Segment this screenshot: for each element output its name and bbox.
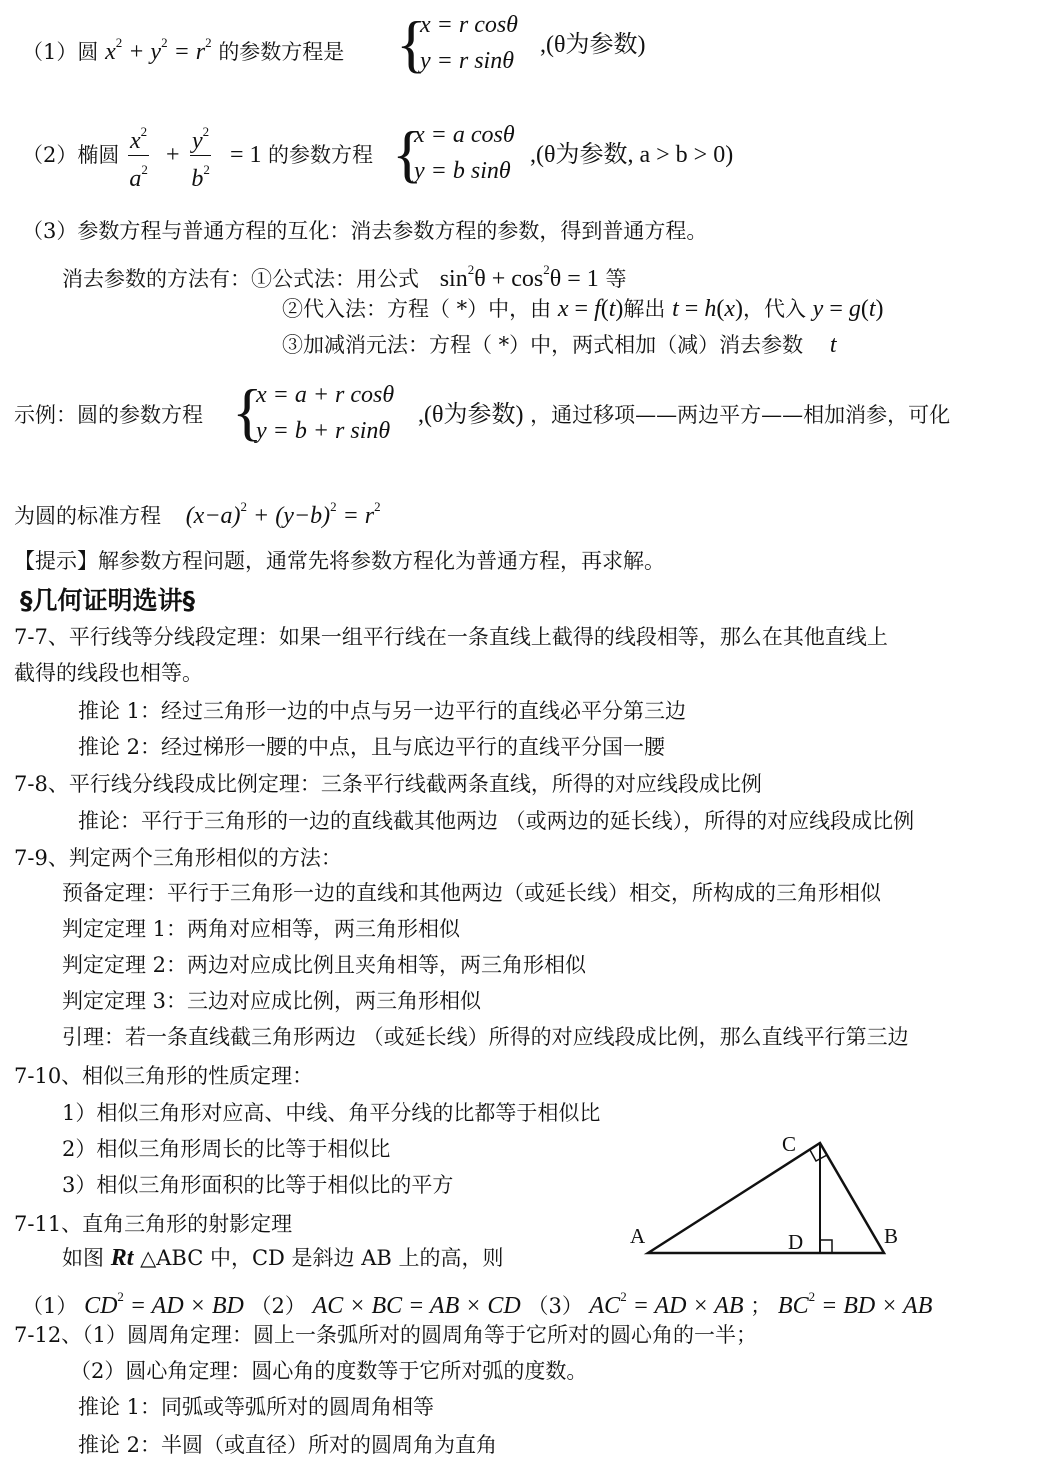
theorem-7-11-desc <box>62 1245 503 1271</box>
item1-prefix: （1）圆 <box>22 40 99 64</box>
theorem-7-12-2: （2）圆心角定理：圆心角的度数等于它所对弧的度数。 <box>70 1359 588 1383</box>
formula-1: $CD^2$ = AD × BD <box>84 1289 244 1319</box>
item1-brace: { <box>396 8 427 79</box>
example-system <box>256 380 394 446</box>
theorem-7-12-1: 7-12、（1）圆周角定理：圆上一条弧所对的圆周角等于它所对的圆心角的一半； <box>14 1323 758 1347</box>
item2-mid: 的参数方程 <box>268 143 373 167</box>
method3-line <box>282 332 837 358</box>
item2-prefix: （2）椭圆 <box>22 143 120 167</box>
f3-label: （3） <box>527 1294 583 1318</box>
item2-plus: + <box>166 142 180 168</box>
method2-line: ②代入法：方程（ *）中，由 x = f(t)解出 t = h(x)，代入 y = g(t) <box>282 296 884 322</box>
item2-brace: { <box>392 118 423 189</box>
right-triangle-figure <box>620 1125 920 1265</box>
item2-sys-top: x = a cosθ <box>414 122 515 148</box>
theorem-7-10-2: 2）相似三角形周长的比等于相似比 <box>62 1137 391 1161</box>
item1-note: ,(θ为参数) <box>540 32 646 58</box>
formula-sep: ； <box>750 1294 772 1318</box>
item2-system <box>414 120 515 186</box>
item2-frac1: $\frac{x^2}{a^2}$ <box>128 118 149 193</box>
item2-eq-rest: = 1 <box>230 142 262 168</box>
example-line2-text: 为圆的标准方程 <box>14 504 161 528</box>
label-a: A <box>630 1224 646 1248</box>
methods-intro: 消去参数的方法有：①公式法：用公式 <box>62 267 419 291</box>
f1-label: （1） <box>22 1294 78 1318</box>
example-note: ,(θ为参数) <box>418 402 524 428</box>
section-heading: §几何证明选讲§ <box>20 586 196 615</box>
method1-formula: $\sin^2\theta + \cos^2\theta = 1$ <box>439 262 599 292</box>
example-tail <box>418 402 950 428</box>
item1-system <box>420 10 518 76</box>
triangle-abc <box>648 1143 884 1253</box>
example-brace: { <box>232 376 263 447</box>
item2-note: ,(θ为参数, a > b > 0) <box>530 142 734 168</box>
formula-3: $AC^2$ = AD × AB <box>589 1289 744 1319</box>
method3-t: t <box>829 332 837 358</box>
theorem-7-8-corollary: 推论：平行于三角形的一边的直线截其他两边 （或两边的延长线），所得的对应线段成比例 <box>78 809 915 833</box>
item1-line <box>22 30 344 65</box>
theorem-7-9-c: 判定定理 2：两边对应成比例且夹角相等，两三角形相似 <box>62 953 587 977</box>
theorem-7-9-e: 引理：若一条直线截三角形两边 （或延长线）所得的对应线段成比例，那么直线平行第三边 <box>62 1025 909 1049</box>
theorem-7-11: 7-11、直角三角形的射影定理 <box>14 1212 293 1236</box>
example-line2 <box>14 494 381 529</box>
label-b: B <box>884 1224 899 1248</box>
theorem-7-9-b: 判定定理 1：两角对应相等，两三角形相似 <box>62 917 461 941</box>
theorem-7-9: 7-9、判定两个三角形相似的方法： <box>14 846 342 870</box>
f2-label: （2） <box>250 1294 306 1318</box>
desc-b: △ABC 中，CD 是斜边 AB 上的高，则 <box>140 1246 504 1270</box>
example-equation: $(x-a)^2 + (y-b)^2 = r^2$ <box>185 499 381 529</box>
method3-text: ③加减消元法：方程（ *）中，两式相加（减）消去参数 <box>282 333 804 357</box>
example-rest: ，通过移项——两边平方——相加消参，可化 <box>530 403 951 427</box>
example-prefix: 示例：圆的参数方程 <box>14 403 203 427</box>
label-d: D <box>788 1230 804 1254</box>
label-c: C <box>782 1132 797 1156</box>
theorem-7-8: 7-8、平行线分线段成比例定理：三条平行线截两条直线，所得的对应线段成比例 <box>14 772 762 796</box>
theorem-7-7-corollary2: 推论 2：经过梯形一腰的中点，且与底边平行的直线平分国一腰 <box>78 735 666 759</box>
right-angle-mark-d <box>820 1240 832 1253</box>
theorem-7-10: 7-10、相似三角形的性质定理： <box>14 1064 314 1088</box>
formula-4: $BC^2$ = BD × AB <box>777 1289 933 1319</box>
theorem-7-7-line2: 截得的线段也相等。 <box>14 661 203 685</box>
theorem-7-10-1: 1）相似三角形对应高、中线、角平分线的比都等于相似比 <box>62 1101 601 1125</box>
desc-a: 如图 <box>62 1246 104 1270</box>
tip-text: 【提示】解参数方程问题，通常先将参数方程化为普通方程，再求解。 <box>14 549 665 573</box>
item2-frac2: $\frac{y^2}{b^2}$ <box>190 118 211 193</box>
example-sys-bottom: y = b + r sinθ <box>256 418 391 444</box>
theorem-7-12-corollary1: 推论 1：同弧或等弧所对的圆周角相等 <box>78 1395 435 1419</box>
theorem-7-7-corollary1: 推论 1：经过三角形一边的中点与另一边平行的直线必平分第三边 <box>78 699 687 723</box>
item1-sys-bottom: y = r sinθ <box>420 48 514 74</box>
method1-end: 等 <box>605 267 627 291</box>
theorem-7-10-3: 3）相似三角形面积的比等于相似比的平方 <box>62 1173 454 1197</box>
theorem-7-12-corollary2: 推论 2：半圆（或直径）所对的圆周角为直角 <box>78 1433 498 1457</box>
item1-mid: 的参数方程是 <box>218 40 345 64</box>
formula-2: AC × BC = AB × CD <box>312 1293 521 1319</box>
projection-formulas <box>22 1284 932 1319</box>
example-sys-top: x = a + r cosθ <box>256 382 395 408</box>
theorem-7-7-line1: 7-7、平行线等分线段定理：如果一组平行线在一条直线上截得的线段相等，那么在其他直线上 <box>14 625 888 649</box>
theorem-7-9-a: 预备定理：平行于三角形一边的直线和其他两边（或延长线）相交，所构成的三角形相似 <box>62 881 881 905</box>
desc-rt: Rt <box>110 1245 134 1271</box>
theorem-7-9-d: 判定定理 3：三边对应成比例，两三角形相似 <box>62 989 482 1013</box>
item2-sys-bottom: y = b sinθ <box>414 158 511 184</box>
item1-equation: $x^2 + y^2 = r^2$ <box>105 35 212 65</box>
item1-sys-top: x = r cosθ <box>420 12 518 38</box>
item3-text: （3）参数方程与普通方程的互化：消去参数方程的参数，得到普通方程。 <box>22 219 708 243</box>
methods-line <box>62 257 626 292</box>
